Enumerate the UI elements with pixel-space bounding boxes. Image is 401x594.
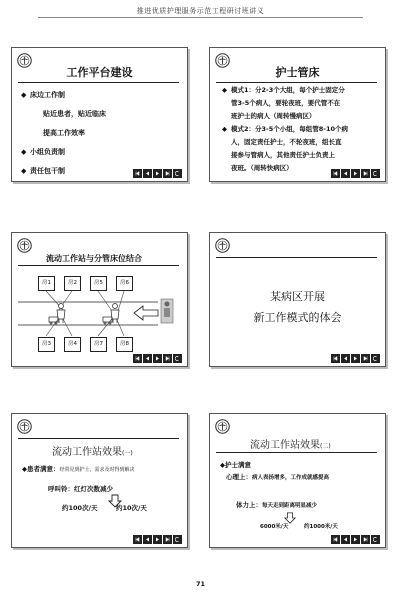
nav-first-icon[interactable]	[133, 354, 142, 363]
title-rule	[18, 438, 179, 439]
nav-back-icon[interactable]	[371, 535, 380, 544]
metric-to: 约10次/天	[116, 504, 147, 512]
hospital-emblem-icon	[215, 238, 230, 253]
nav-first-icon[interactable]	[331, 535, 340, 544]
slide-title: 流动工作站效果(一)	[52, 447, 133, 458]
nav-first-icon[interactable]	[331, 169, 340, 178]
metric-label: 呼叫铃：红灯次数减少	[48, 485, 113, 493]
bullet-line: ◆ 责任包干制	[21, 167, 65, 175]
slide-title: 工作平台建设	[66, 66, 133, 79]
slide-nav[interactable]	[331, 535, 380, 544]
slide-1	[11, 47, 188, 182]
nav-prev-icon[interactable]	[341, 535, 350, 544]
slide-title: 流动工作站与分管床位结合	[46, 254, 142, 263]
nav-first-icon[interactable]	[133, 535, 142, 544]
title-rule	[216, 452, 377, 453]
slide-title: 护士管床	[275, 66, 320, 79]
title-rule	[216, 257, 377, 258]
bullet-line: ◆患者满意：经常见到护士，需求及时得到解决	[22, 465, 135, 473]
nav-last-icon[interactable]	[361, 535, 370, 544]
nav-last-icon[interactable]	[163, 354, 172, 363]
slide-4	[209, 232, 386, 367]
nav-next-icon[interactable]	[351, 169, 360, 178]
slide-nav[interactable]	[331, 169, 380, 178]
nav-next-icon[interactable]	[153, 169, 162, 178]
bullet-head: ◆护士满意	[220, 461, 251, 469]
nav-next-icon[interactable]	[153, 535, 162, 544]
nav-prev-icon[interactable]	[143, 354, 152, 363]
slide-nav[interactable]	[133, 354, 182, 363]
slide-3	[11, 232, 188, 367]
nav-first-icon[interactable]	[133, 169, 142, 178]
slide-title: 流动工作站效果(二)	[250, 440, 331, 451]
slide-6	[209, 413, 386, 548]
metric-from: 6000米/天	[260, 524, 289, 530]
nav-prev-icon[interactable]	[341, 169, 350, 178]
slide-nav[interactable]	[133, 535, 182, 544]
nav-last-icon[interactable]	[361, 354, 370, 363]
bullet-line: ◆ 床边工作制	[21, 91, 65, 99]
nav-prev-icon[interactable]	[341, 354, 350, 363]
nav-next-icon[interactable]	[351, 354, 360, 363]
room-box: 房1	[38, 276, 55, 291]
slide-title-line-2: 新工作模式的体会	[253, 311, 342, 324]
page-number: 71	[195, 580, 206, 588]
room-box: 房6	[116, 276, 133, 291]
nav-back-icon[interactable]	[173, 169, 182, 178]
bullet-cont: 管3-5个病人，要轮夜班，要代管不在	[231, 99, 341, 107]
sub-line: 贴近患者，贴近临床	[43, 110, 106, 118]
room-box: 房8	[116, 337, 133, 352]
nav-prev-icon[interactable]	[143, 169, 152, 178]
satisfaction-line-1: 心理上：病人表扬增多，工作成就感提高	[226, 473, 330, 481]
header-rule	[38, 17, 363, 18]
nav-prev-icon[interactable]	[143, 535, 152, 544]
title-rule	[18, 82, 179, 83]
nav-back-icon[interactable]	[371, 169, 380, 178]
hospital-emblem-icon	[215, 419, 230, 434]
slide-nav[interactable]	[331, 354, 380, 363]
title-rule	[216, 82, 377, 83]
nav-last-icon[interactable]	[163, 169, 172, 178]
nav-first-icon[interactable]	[331, 354, 340, 363]
room-box: 房3	[38, 337, 55, 352]
slide-5	[11, 413, 188, 548]
room-box: 房5	[90, 276, 107, 291]
room-box: 房4	[64, 337, 81, 352]
slide-title-line-1: 某病区开展	[270, 290, 325, 303]
bullet-line: ◆ 小组负责制	[21, 148, 65, 156]
nav-back-icon[interactable]	[173, 535, 182, 544]
nav-last-icon[interactable]	[163, 535, 172, 544]
nav-back-icon[interactable]	[173, 354, 182, 363]
nav-last-icon[interactable]	[361, 169, 370, 178]
nav-back-icon[interactable]	[371, 354, 380, 363]
bullet-cont: 班护士的病人（周转慢病区）	[231, 112, 316, 120]
slide-nav[interactable]	[133, 169, 182, 178]
bullet-line: ◆ 模式2：分3-5个小组，每组管8-10个病	[222, 125, 349, 133]
room-box: 房7	[90, 337, 107, 352]
bullet-cont: 人，固定责任护士，不轮夜班，组长直	[231, 138, 342, 146]
slide-2	[209, 47, 386, 182]
bullet-cont: 夜班。（周转快病区）	[231, 164, 293, 172]
nav-next-icon[interactable]	[153, 354, 162, 363]
metric-from: 约100次/天	[62, 504, 98, 512]
bullet-line: ◆ 模式1：分2-3个大组，每个护士固定分	[222, 86, 345, 94]
bullet-cont: 接参与管病人，其他责任护士负责上	[231, 151, 335, 159]
direction-arrow-icon	[134, 306, 158, 320]
room-box: 房2	[64, 276, 81, 291]
satisfaction-line-2: 体力上：每天走到距离明显减少	[236, 501, 318, 509]
sub-line: 提高工作效率	[43, 129, 85, 137]
document-header-title: 推进优质护理服务示范工程研讨班讲义	[136, 7, 265, 15]
metric-to: 约1000米/天	[304, 524, 338, 530]
hospital-emblem-icon	[17, 419, 32, 434]
nav-next-icon[interactable]	[351, 535, 360, 544]
